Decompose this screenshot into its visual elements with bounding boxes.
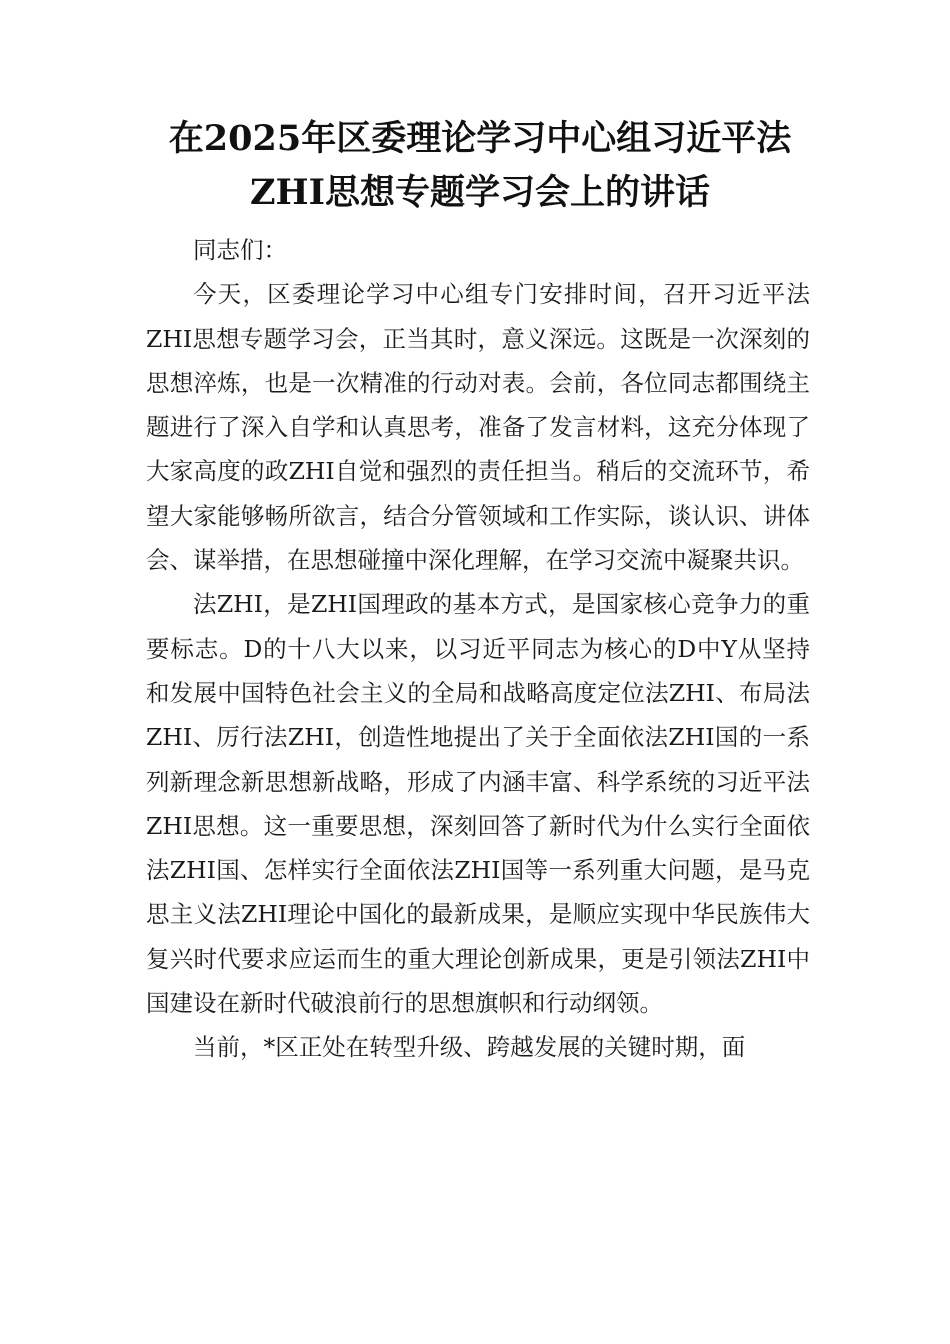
salutation: 同志们： [193, 236, 287, 264]
document-title [120, 112, 840, 220]
title-line-2: ZHI思想专题学习会上的讲话 [250, 172, 710, 213]
title-line-1: 在2025年区委理论学习中心组习近平法 [168, 118, 792, 159]
paragraph-1: 今天，区委理论学习中心组专门安排时间，召开习近平法ZHI思想专题学习会，正当其时，意义深远。这既是一次深刻的思想淬炼，也是一次精准的行动对表。会前，各位同志都围绕主题进行了深入自学和认真思考，准备了发言材料，这充分体现了大家高度的政ZHI自觉和强烈的责任担当。稍后的交流环节，希望大家能够畅所欲言，结合分管领域和工作实际，谈认识、讲体会、谋举措，在思想碰撞中深化理解，在学习交流中凝聚共识。 [146, 280, 810, 575]
paragraph-2: 法ZHI，是ZHI国理政的基本方式，是国家核心竞争力的重要标志。D的十八大以来，以习近平同志为核心的D中Y从坚持和发展中国特色社会主义的全局和战略高度定位法ZHI、布局法ZHI、厉行法ZHI，创造性地提出了关于全面依法ZHI国的一系列新理念新思想新战略，形成了内涵丰富、科学系统的习近平法ZHI思想。这一重要思想，深刻回答了新时代为什么实行全面依法ZHI国、怎样实行全面依法ZHI国等一系列重大问题，是马克思主义法ZHI理论中国化的最新成果，是顺应实现中华民族伟大复兴时代要求应运而生的重大理论创新成果，更是引领法ZHI中国建设在新时代破浪前行的思想旗帜和行动纲领。 [146, 590, 810, 1018]
paragraph-3: 当前，*区正处在转型升级、跨越发展的关键时期，面 [193, 1033, 746, 1062]
document-body [146, 228, 810, 1070]
